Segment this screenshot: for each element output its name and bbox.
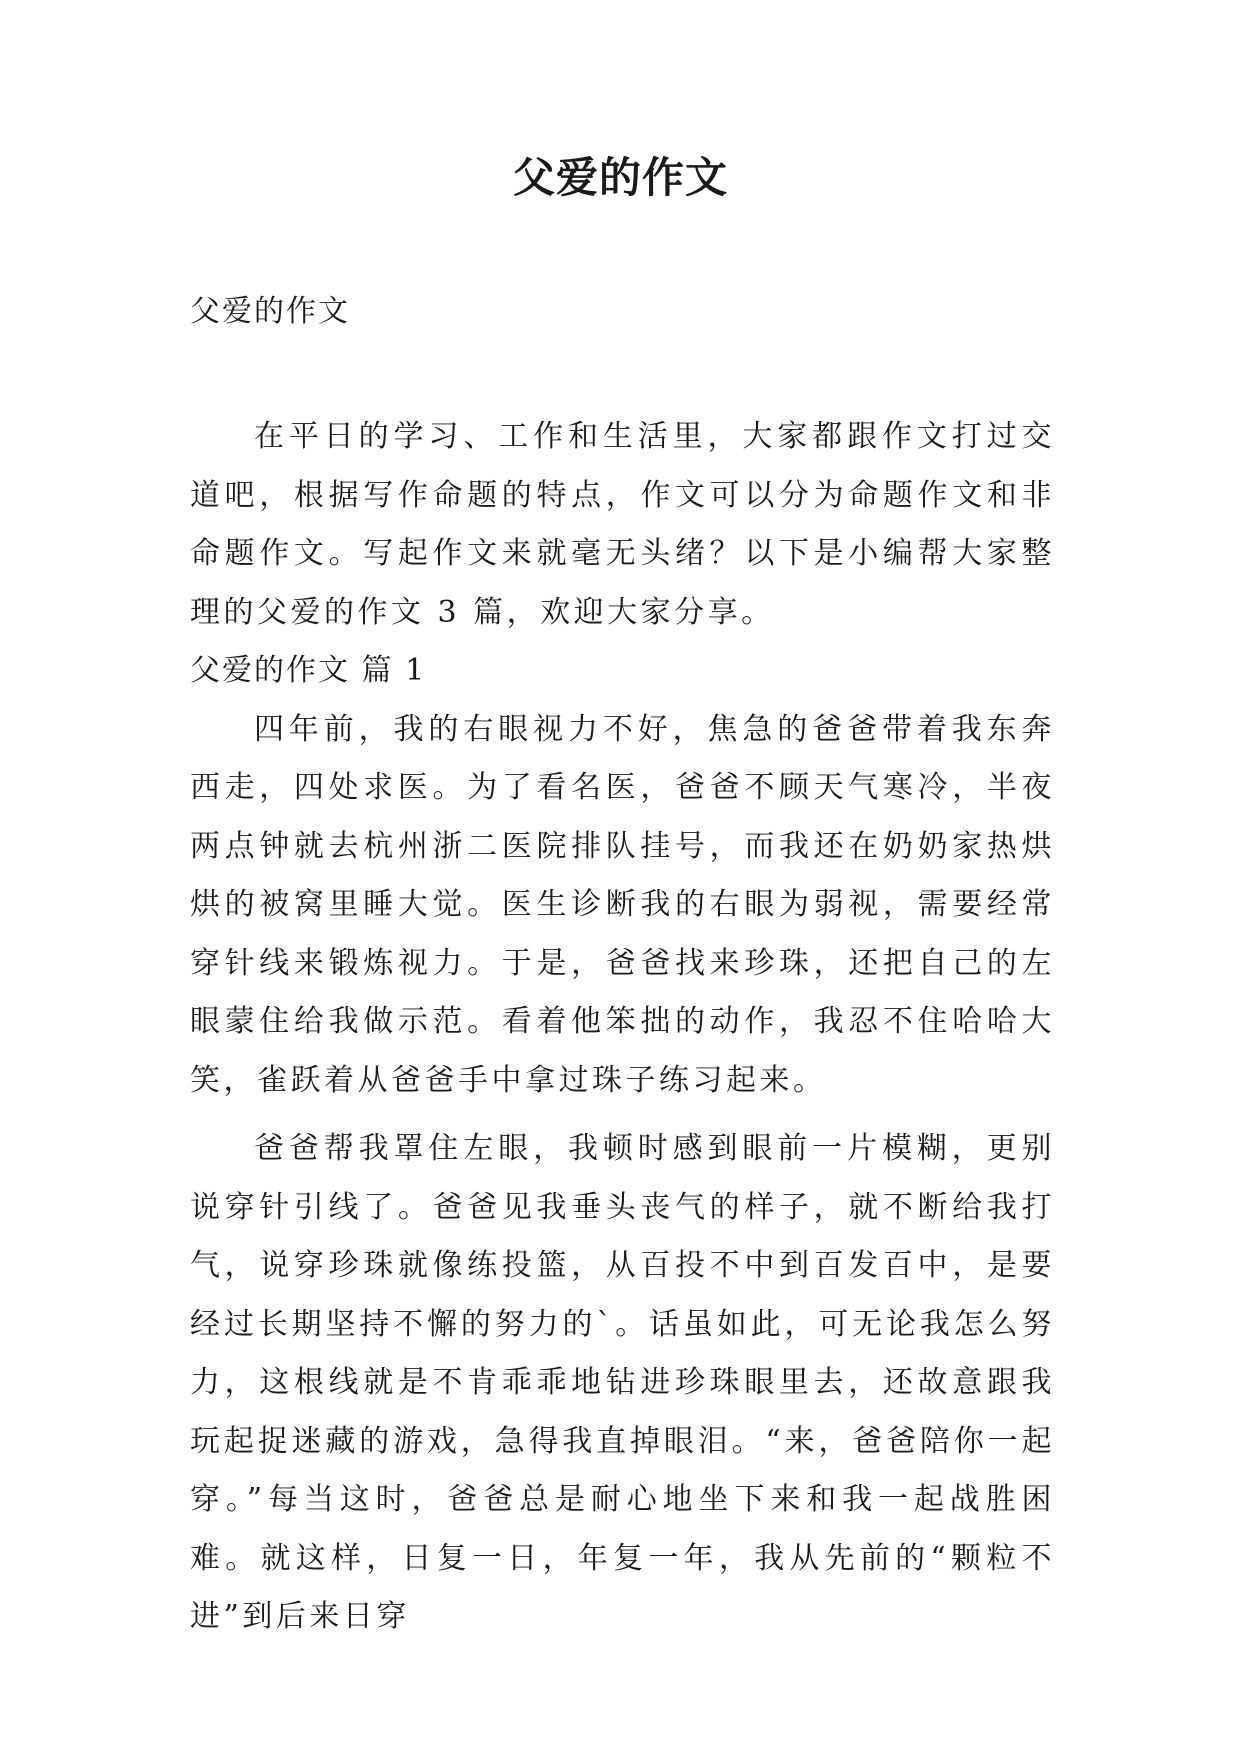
document-title: 父爱的作文 <box>512 153 728 202</box>
intro-paragraph: 在平日的学习、工作和生活里，大家都跟作文打过交道吧，根据写作命题的特点，作文可以分为命题作文和非命题作文。写起作文来就毫无头绪？以下是小编帮大家整理的父爱的作文 3 篇，欢迎大家分享。 <box>190 419 1055 630</box>
document-body <box>190 408 1055 1647</box>
document-subtitle: 父爱的作文 <box>190 294 350 329</box>
body-paragraph: 四年前，我的右眼视力不好，焦急的爸爸带着我东奔西走，四处求医。为了看名医，爸爸不顾天气寒冷，半夜两点钟就去杭州浙二医院排队挂号，而我还在奶奶家热烘烘的被窝里睡大觉。医生诊断我的右眼为弱视，需要经常穿针线来锻炼视力。于是，爸爸找来珍珠，还把自己的左眼蒙住给我做示范。看着他笨拙的动作，我忍不住哈哈大笑，雀跃着从爸爸手中拿过珠子练习起来。 <box>190 711 1055 1098</box>
section-heading: 父爱的作文 篇 1 <box>190 653 427 688</box>
body-paragraph: 爸爸帮我罩住左眼，我顿时感到眼前一片模糊，更别说穿针引线了。爸爸见我垂头丧气的样子，就不断给我打气，说穿珍珠就像练投篮，从百投不中到百发百中，是要经过长期坚持不懈的努力的`。话虽如此，可无论我怎么努力，这根线就是不肯乖乖地钻进珍珠眼里去，还故意跟我玩起捉迷藏的游戏，急得我直掉眼泪。“来，爸爸陪你一起穿。”每当这时，爸爸总是耐心地坐下来和我一起战胜困难。就这样，日复一日，年复一年，我从先前的“颗粒不进”到后来日穿 <box>190 1131 1055 1634</box>
